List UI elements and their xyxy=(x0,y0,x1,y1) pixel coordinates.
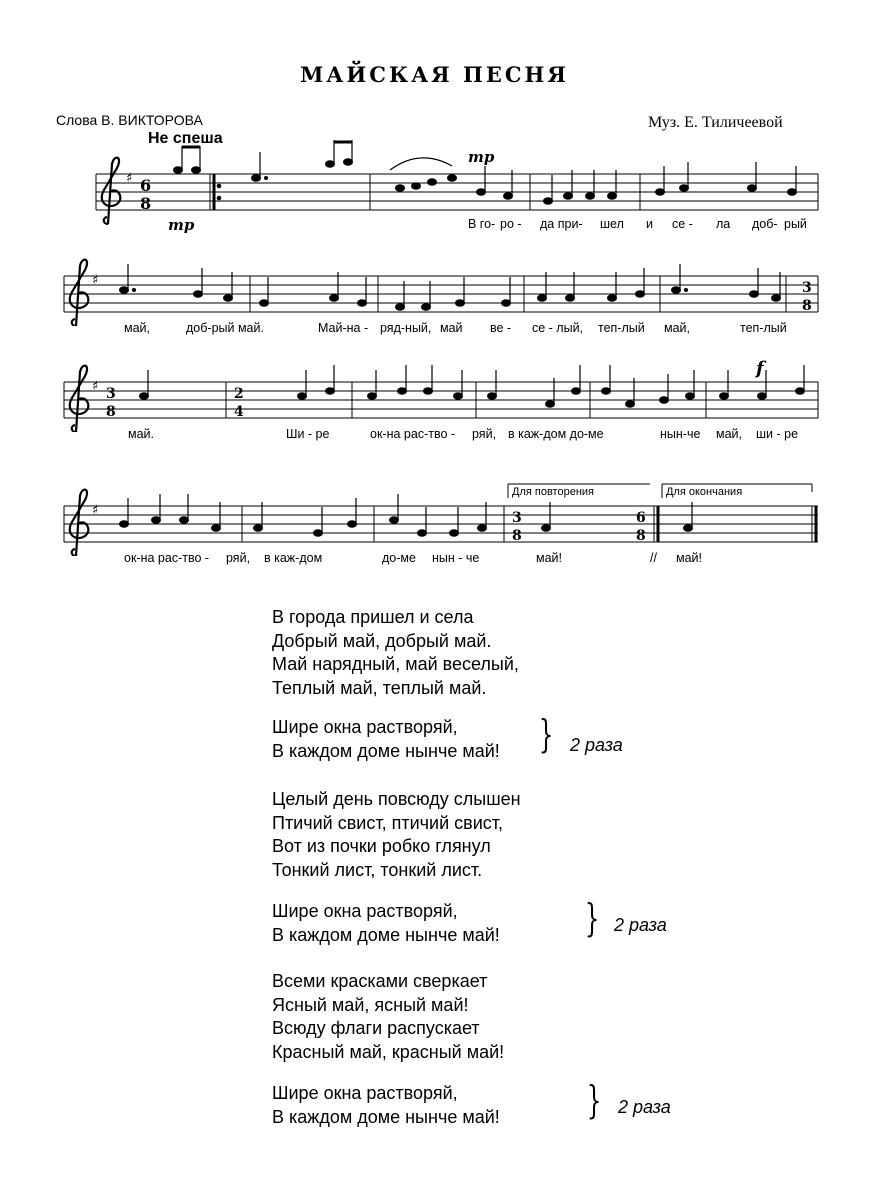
lyric-syllable: теп-лый xyxy=(740,321,787,335)
brace-icon: } xyxy=(586,1078,602,1122)
time-sig-top: 6 xyxy=(636,510,646,526)
lyric-syllable: В го- xyxy=(468,217,496,231)
lyric-syllable: теп-лый xyxy=(598,321,645,335)
verse-line: Птичий свист, птичий свист, xyxy=(272,812,503,833)
chorus-3 xyxy=(272,1082,500,1129)
chorus-line: В каждом доме нынче май! xyxy=(272,740,500,761)
verse-line: Вот из почки робко глянул xyxy=(272,836,491,856)
lyricist-credit: Слова В. ВИКТОРОВА xyxy=(56,112,203,128)
treble-clef-icon xyxy=(70,260,89,326)
time-sig-bottom: 8 xyxy=(140,194,152,213)
chorus-line: В каждом доме нынче май! xyxy=(272,924,500,945)
time-sig-bottom: 8 xyxy=(512,528,522,544)
lyric-syllable: май, xyxy=(716,427,743,441)
lyric-syllable: рый xyxy=(784,217,807,231)
treble-clef-icon xyxy=(70,490,89,556)
verse-3 xyxy=(272,970,504,1064)
time-sig-top: 3 xyxy=(512,510,522,526)
time-sig-bottom: 4 xyxy=(234,404,244,420)
lyric-syllable: в каж-дом до-ме xyxy=(508,427,604,441)
volta-first-ending: Для повторения xyxy=(512,486,595,498)
repeat-marker: 2 раза xyxy=(570,735,623,755)
lyric-syllable: се - xyxy=(672,217,693,231)
time-sig-top: 3 xyxy=(106,386,116,402)
lyric-syllable: май! xyxy=(676,551,703,565)
verse-1 xyxy=(272,606,519,700)
svg-text:♯: ♯ xyxy=(92,379,99,394)
lyric-syllable: се - лый, xyxy=(532,321,584,335)
repeat-marker: 2 раза xyxy=(614,915,667,935)
time-sig-top: 2 xyxy=(234,386,244,402)
song-title: МАЙСКАЯ ПЕСНЯ xyxy=(300,62,569,87)
verse-line: Красный май, красный май! xyxy=(272,1041,505,1062)
verse-line: Май нарядный, май веселый, xyxy=(272,654,519,674)
volta-second-ending: Для окончания xyxy=(666,486,743,498)
repeat-marker: 2 раза xyxy=(618,1097,671,1117)
brace-icon: } xyxy=(584,896,600,940)
lyric-syllable: май xyxy=(440,321,463,335)
verse-line: Всюду флаги распускает xyxy=(272,1018,480,1038)
lyric-syllable: нын - че xyxy=(432,551,480,565)
staff-system-3 xyxy=(0,352,869,432)
verse-line: Целый день повсюду слышен xyxy=(272,789,521,809)
lyric-syllable: ряй, xyxy=(226,551,251,565)
time-sig-top: 3 xyxy=(802,280,812,296)
verse-line: Тонкий лист, тонкий лист. xyxy=(272,859,483,880)
chorus-line: Шире окна растворяй, xyxy=(272,1083,458,1103)
treble-clef-icon xyxy=(102,158,121,224)
svg-text:♯: ♯ xyxy=(92,273,99,288)
time-sig-top: 6 xyxy=(140,176,152,195)
lyric-syllable: май. xyxy=(128,427,155,441)
lyric-syllable: и xyxy=(646,217,653,231)
verse-line: Добрый май, добрый май. xyxy=(272,630,492,651)
lyric-syllable: ок-на рас-тво - xyxy=(370,427,456,441)
lyric-syllable: Май-на - xyxy=(318,321,369,335)
lyric-syllable: ши - ре xyxy=(756,427,799,441)
lyric-syllable: доб-рый май. xyxy=(186,321,264,335)
verse-2 xyxy=(272,788,521,882)
staff-system-1 xyxy=(0,140,869,240)
staff-system-2 xyxy=(0,246,869,326)
brace-icon: } xyxy=(538,712,554,756)
dynamic-f: f xyxy=(756,358,764,379)
lyric-syllable: Ши - ре xyxy=(286,427,330,441)
verse-line: Теплый май, теплый май. xyxy=(272,677,487,698)
chorus-line: Шире окна растворяй, xyxy=(272,717,458,737)
lyric-syllable: доб- xyxy=(752,217,778,231)
lyric-syllable: ве - xyxy=(490,321,512,335)
lyric-syllable: в каж-дом xyxy=(264,551,323,565)
lyric-syllable: нын-че xyxy=(660,427,701,441)
verse-line: В города пришел и села xyxy=(272,607,474,627)
lyric-syllable: // xyxy=(650,551,657,565)
lyric-syllable: да при- xyxy=(540,217,583,231)
chorus-1 xyxy=(272,716,500,763)
verse-line: Всеми красками сверкает xyxy=(272,971,488,991)
lyric-syllable: май, xyxy=(124,321,151,335)
tempo-marking: Не спеша xyxy=(148,130,223,147)
dynamic-mp: mp xyxy=(168,216,195,234)
key-signature-sharp: ♯ xyxy=(126,171,133,186)
lyric-syllable: ок-на рас-тво - xyxy=(124,551,210,565)
lyric-syllable: ряй, xyxy=(472,427,497,441)
verse-line: Ясный май, ясный май! xyxy=(272,994,469,1015)
time-sig-bottom: 8 xyxy=(802,298,812,314)
lyric-syllable: ла xyxy=(716,217,731,231)
svg-text:♯: ♯ xyxy=(92,503,99,518)
lyric-syllable: до-ме xyxy=(382,551,416,565)
lyric-syllable: шел xyxy=(600,217,624,231)
chorus-2 xyxy=(272,900,500,947)
composer-credit: Муз. Е. Тиличеевой xyxy=(648,114,783,131)
lyric-syllable: ро - xyxy=(500,217,522,231)
lyric-syllable: май, xyxy=(664,321,691,335)
chorus-line: Шире окна растворяй, xyxy=(272,901,458,921)
time-sig-bottom: 8 xyxy=(636,528,646,544)
dynamic-mp: mp xyxy=(468,148,495,166)
lyric-syllable: май! xyxy=(536,551,563,565)
time-sig-bottom: 8 xyxy=(106,404,116,420)
treble-clef-icon xyxy=(70,366,89,432)
lyric-syllable: ряд-ный, xyxy=(380,321,432,335)
chorus-line: В каждом доме нынче май! xyxy=(272,1106,500,1127)
